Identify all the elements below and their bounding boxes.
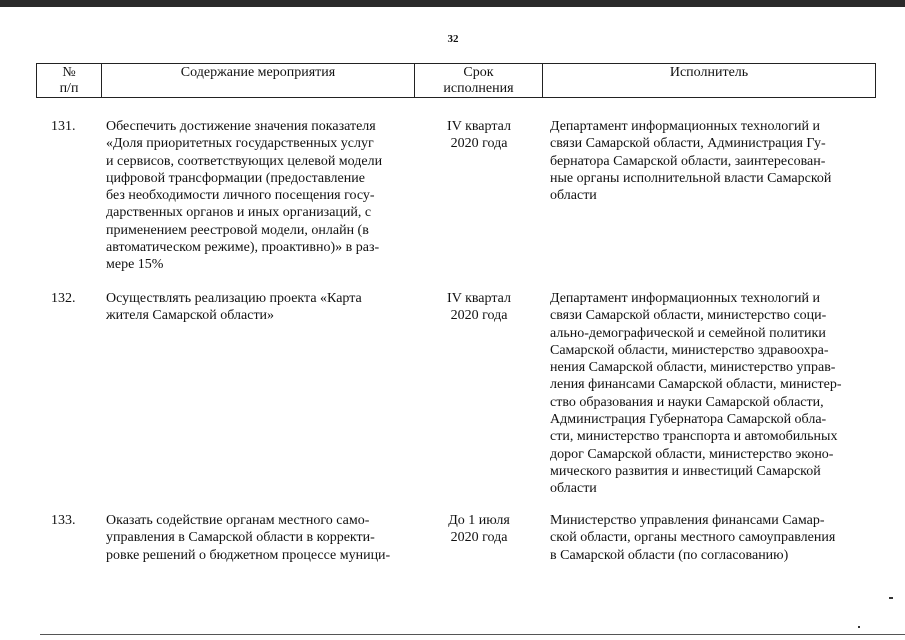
header-number: № п/п <box>37 64 102 98</box>
row-term: IV квартал 2020 года <box>447 291 511 324</box>
page-number: 32 <box>447 33 459 45</box>
row-number: 133. <box>51 513 76 528</box>
row-content: Оказать содействие органам местного само- управления в Самарской области в корректи- ровке решений о бюджетном процессе муници- <box>106 513 391 563</box>
row-content: Осуществлять реализацию проекта «Карта жителя Самарской области» <box>106 291 362 324</box>
table-header <box>36 63 876 98</box>
scan-top-border <box>0 0 905 7</box>
scan-artifact <box>889 597 893 599</box>
row-number: 131. <box>51 119 76 134</box>
row-executor: Министерство управления финансами Самар- ской области, органы местного самоуправления в Самарской области (по согласованию) <box>550 513 836 563</box>
row-term: IV квартал 2020 года <box>447 119 511 152</box>
row-number: 132. <box>51 291 76 306</box>
row-term: До 1 июля 2020 года <box>448 513 510 546</box>
scan-bottom-edge <box>40 634 905 635</box>
row-content: Обеспечить достижение значения показателя «Доля приоритетных государственных услуг и сервисов, соответствующих целевой модели цифровой трансформации (предоставление без необходимости личного посещения госу- дарственных органов и иных организаций, с применением реестровой модели, онлайн (в автоматическом режиме), проактивно)» в раз- мере 15% <box>106 119 383 273</box>
scan-artifact <box>858 626 860 628</box>
header-term: Срок исполнения <box>415 64 543 98</box>
header-content: Содержание мероприятия <box>102 64 415 98</box>
header-executor: Исполнитель <box>543 64 876 98</box>
row-executor: Департамент информационных технологий и связи Самарской области, Администрация Гу- бернатора Самарской области, заинтересован- ные органы исполнительной власти Самарской области <box>550 119 832 204</box>
row-executor: Департамент информационных технологий и связи Самарской области, министерство соци- ально-демографической и семейной политики Самарской области, министерство здравоохра- нения Самарской области, министерство управ- ления финансами Самарской области, министер- ство образования и науки Самарской области, Администрация Губернатора Самарской обла- сти, министерство транспорта и автомобильных дорог Самарской области, министерство эконо- мического развития и инвестиций Самарской области <box>550 291 842 497</box>
